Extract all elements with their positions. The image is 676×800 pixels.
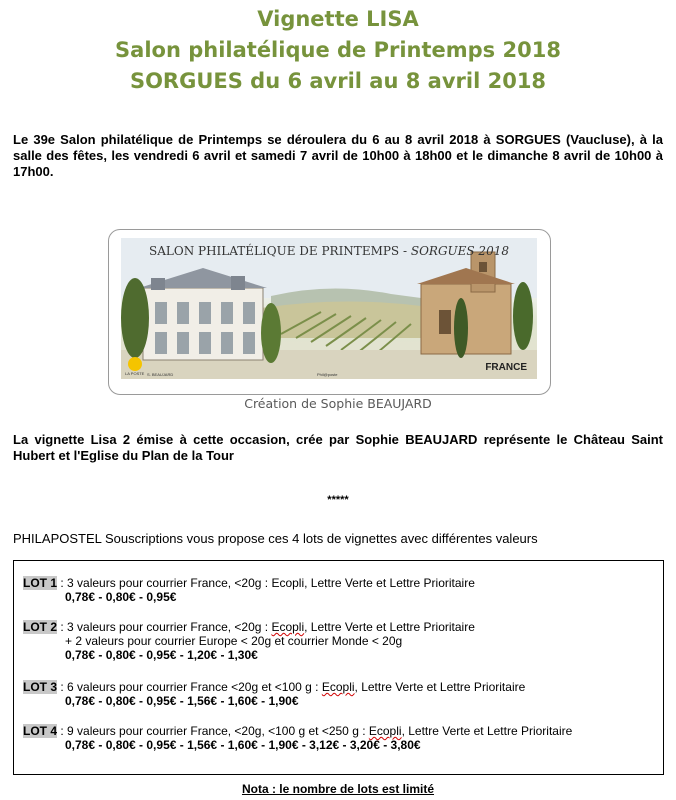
lot-prices: 0,78€ - 0,80€ - 0,95€: [65, 590, 177, 604]
page-title: Vignette LISA: [257, 7, 419, 31]
stamp-caption: Création de Sophie BEAUJARD: [244, 396, 432, 411]
lot-desc: : 3 valeurs pour courrier France, <20g :: [57, 620, 272, 634]
lot-desc-end: , Lettre Verte et Lettre Prioritaire: [304, 576, 475, 590]
lot-desc-end: , Lettre Verte et Lettre Prioritaire: [354, 680, 526, 694]
subscription-intro: PHILAPOSTEL Souscriptions vous propose ces 4 lots de vignettes avec différentes valeurs: [13, 531, 538, 546]
lot-desc-end: , Lettre Verte et Lettre Prioritaire: [304, 620, 475, 634]
stamp-image: [121, 238, 537, 379]
lot-prices: 0,78€ - 0,80€ - 0,95€ - 1,20€ - 1,30€: [65, 648, 258, 662]
stamp-artist-credit: S. BEAUJARD: [147, 372, 174, 377]
lot-ecopli: Ecopli: [321, 680, 355, 694]
la-poste-logo: LA POSTE: [125, 371, 145, 376]
lot-ecopli: Ecopli: [271, 576, 305, 590]
lot-desc: : 9 valeurs pour courrier France, <20g, <100 g et <250 g :: [57, 724, 369, 738]
stamp-illustration: [121, 238, 537, 379]
stamp-banner: SALON PHILATÉLIQUE DE PRINTEMPS - SORGUES 2018: [149, 244, 509, 258]
stamp-printer-credit: Phil@poste: [317, 372, 338, 377]
lot-desc-end: , Lettre Verte et Lettre Prioritaire: [401, 724, 573, 738]
lot-1: [23, 576, 475, 604]
lot-3: [23, 680, 525, 708]
stamp-description: La vignette Lisa 2 émise à cette occasion, crée par Sophie BEAUJARD représente le Château Saint Hubert et l'Eglise du Plan de la Tour: [13, 432, 663, 463]
lot-desc: : 3 valeurs pour courrier France, <20g :: [57, 576, 272, 590]
lot-prices: 0,78€ - 0,80€ - 0,95€ - 1,56€ - 1,60€ - 1,90€: [65, 694, 299, 708]
intro-paragraph: Le 39e Salon philatélique de Printemps se déroulera du 6 au 8 avril 2018 à SORGUES (Vaucluse), à la salle des fêtes, les vendredi 6 avril et samedi 7 avril de 10h00 à 18h00 et le dimanche 8 avril de 10h00 à 17h00.: [13, 132, 663, 179]
nota-limited: Nota : le nombre de lots est limité: [241, 782, 435, 796]
lot-desc: : 6 valeurs pour courrier France <20g et <100 g :: [57, 680, 322, 694]
lot-4: [23, 724, 572, 752]
lot-extra: + 2 valeurs pour courrier Europe < 20g et courrier Monde < 20g: [65, 634, 403, 648]
lot-ecopli: Ecopli: [368, 724, 402, 738]
page-dates: SORGUES du 6 avril au 8 avril 2018: [129, 69, 547, 93]
lot-prices: 0,78€ - 0,80€ - 0,95€ - 1,56€ - 1,60€ - 1,90€ - 3,12€ - 3,20€ - 3,80€: [65, 738, 421, 752]
lots-box: [13, 560, 664, 775]
lot-2: [23, 620, 475, 662]
lot-ecopli: Ecopli: [271, 620, 305, 634]
page-subtitle: Salon philatélique de Printemps 2018: [115, 38, 561, 62]
lot-label: LOT 4: [23, 724, 58, 738]
stamp-country: FRANCE: [485, 362, 527, 373]
lot-label: LOT 2: [23, 620, 58, 634]
lot-label: LOT 3: [23, 680, 58, 694]
lot-label: LOT 1: [23, 576, 58, 590]
separator: *****: [327, 494, 349, 506]
